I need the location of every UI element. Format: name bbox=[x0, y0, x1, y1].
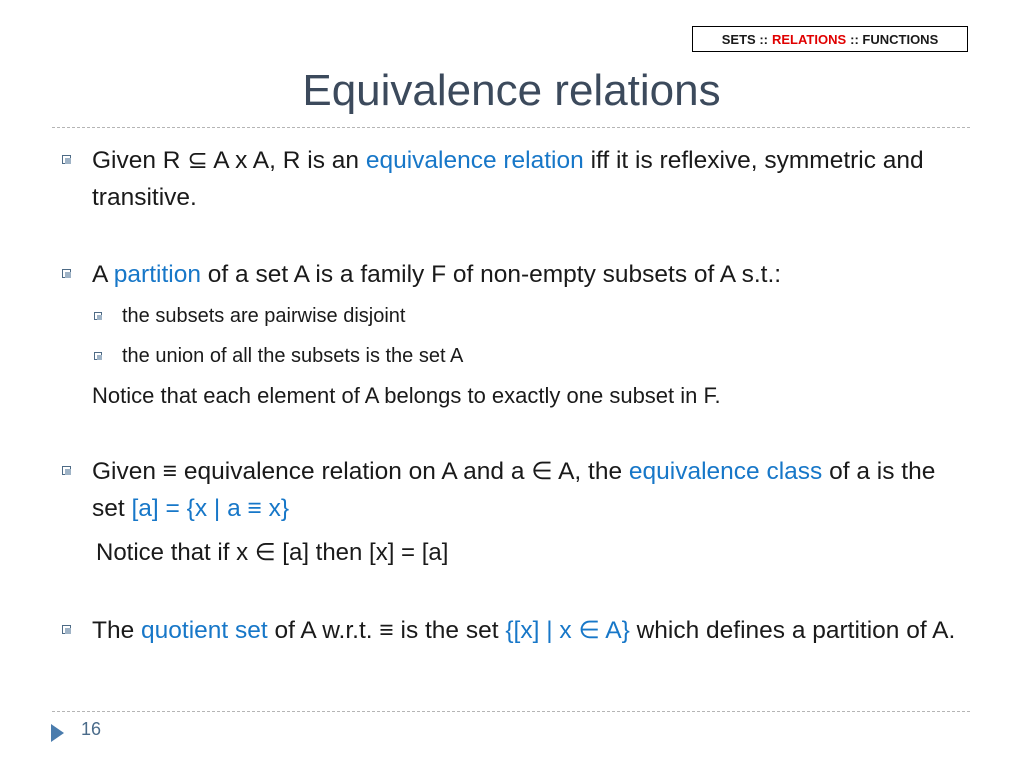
page-number: 16 bbox=[81, 719, 102, 739]
sub-bullet-icon bbox=[94, 312, 102, 320]
bullet-text bbox=[92, 142, 962, 216]
bullet-icon bbox=[62, 269, 71, 278]
breadcrumb-relations: RELATIONS bbox=[771, 31, 847, 47]
bottom-divider bbox=[52, 711, 970, 712]
sub-bullet-text: the union of all the subsets is the set A bbox=[122, 345, 464, 367]
slide-title: Equivalence relations bbox=[302, 66, 721, 115]
class-formula: [a] = {x | a ≡ x} bbox=[131, 495, 290, 522]
top-divider bbox=[52, 127, 970, 128]
bullet-text bbox=[92, 453, 962, 527]
text-segment: Given ≡ equivalence relation on A and a bbox=[92, 458, 532, 485]
term-partition: partition bbox=[113, 261, 201, 288]
class-note: Notice that if x ∈ [a] then [x] = [a] bbox=[96, 539, 449, 566]
text-segment: A x A, R is an bbox=[207, 147, 366, 174]
bullet-quotient-set bbox=[62, 612, 962, 649]
term-quotient-set: quotient set bbox=[141, 617, 268, 644]
text-segment: A, the bbox=[552, 458, 629, 485]
element-of-symbol: ∈ bbox=[531, 458, 553, 485]
bullet-icon bbox=[62, 625, 71, 634]
text-segment: of a is the set bbox=[92, 458, 936, 522]
text-segment: which defines a partition of A. bbox=[629, 617, 956, 644]
text-segment: iff it is reflexive, symmetric and transitive. bbox=[92, 147, 924, 211]
term-equivalence-relation: equivalence relation bbox=[365, 147, 584, 174]
sub-bullet-union bbox=[94, 341, 994, 371]
text-segment: The bbox=[92, 617, 142, 644]
text-segment: of a set A is a family F of non-empty subsets of A s.t.: bbox=[200, 261, 782, 288]
breadcrumb-functions: :: FUNCTIONS bbox=[850, 31, 939, 47]
partition-note: Notice that each element of A belongs to exactly one subset in F. bbox=[92, 383, 721, 408]
sub-bullet-text: the subsets are pairwise disjoint bbox=[122, 305, 406, 327]
text-segment: A bbox=[92, 261, 114, 288]
bullet-text bbox=[92, 612, 962, 649]
bullet-equivalence-relation bbox=[62, 142, 962, 216]
breadcrumb bbox=[692, 26, 968, 52]
sub-bullet-disjoint bbox=[94, 301, 994, 331]
triangle-right-icon bbox=[51, 724, 64, 742]
term-equivalence-class: equivalence class bbox=[628, 458, 823, 485]
bullet-equivalence-class bbox=[62, 453, 962, 527]
bullet-icon bbox=[62, 155, 71, 164]
subset-symbol: ⊆ bbox=[187, 147, 208, 174]
bullet-partition bbox=[62, 256, 962, 293]
text-segment: of A w.r.t. ≡ is the set bbox=[267, 617, 506, 644]
sub-bullet-icon bbox=[94, 352, 102, 360]
bullet-text bbox=[92, 256, 962, 293]
bullet-icon bbox=[62, 466, 71, 475]
text-segment: Given R bbox=[92, 147, 188, 174]
quotient-formula: {[x] | x ∈ A} bbox=[505, 617, 630, 644]
breadcrumb-sets: SETS :: bbox=[721, 31, 768, 47]
